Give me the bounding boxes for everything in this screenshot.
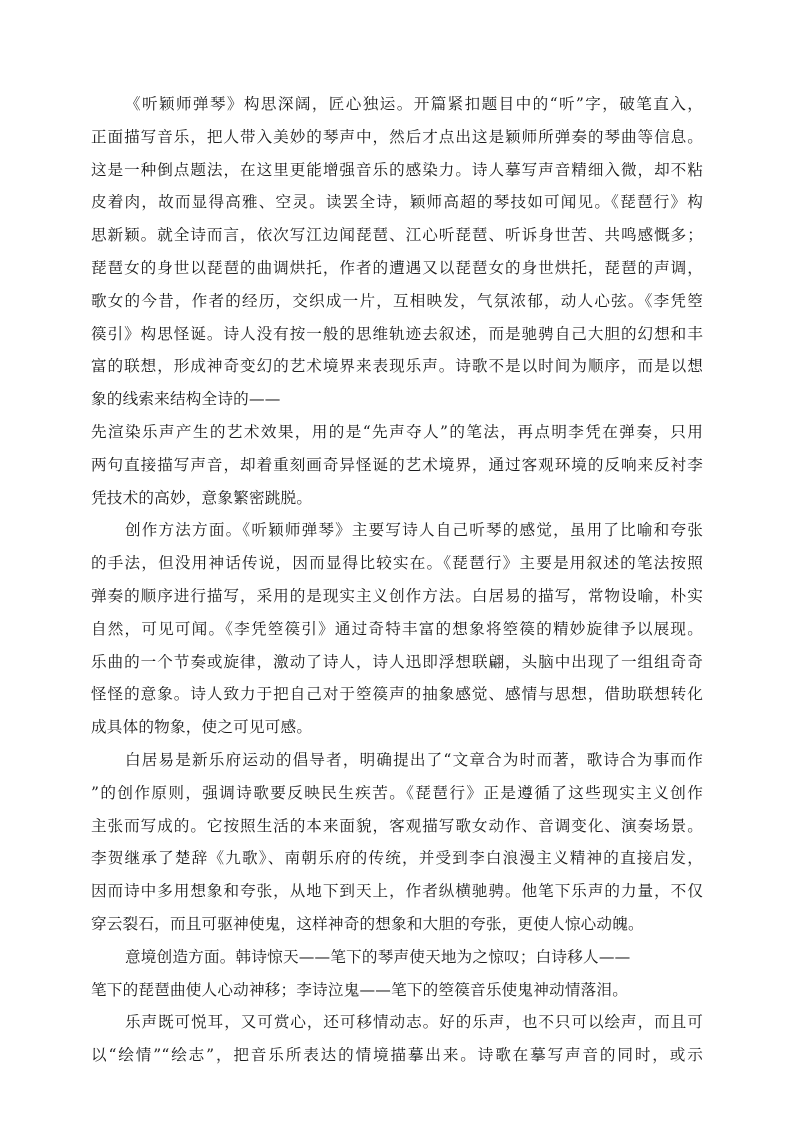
text-line: 意境创造方面。韩诗惊天——笔下的琴声使天地为之惊叹；白诗移人—— [125,947,631,966]
text-line: 歌女的今昔，作者的经历，交织成一片，互相映发，气氛浓郁，动人心弦。《李凭箜 [91,291,703,310]
text-line: 白居易是新乐府运动的倡导者，明确提出了“文章合为时而著，歌诗合为事而作 [125,750,703,769]
paragraph-3 [91,744,703,941]
text-line: 富的联想，形成神奇变幻的艺术境界来表现乐声。诗歌不是以时间为顺序，而是以想 [91,357,703,376]
text-line: 弹奏的顺序进行描写，采用的是现实主义创作方法。白居易的描写，常物设喻，朴实 [91,586,703,605]
text-line: 皮着肉，故而显得高雅、空灵。读罢全诗，颖师高超的琴技如可闻见。《琵琶行》构 [91,193,703,212]
text-line: 象的线索来结构全诗的—— [91,390,281,409]
text-line: 自然，可见可闻。《李凭箜篌引》通过奇特丰富的想象将箜篌的精妙旋律予以展现。 [91,619,703,638]
text-line: 两句直接描写声音，却着重刻画奇异怪诞的艺术境界，通过客观环境的反响来反衬李 [91,455,703,474]
paragraph-5 [91,1006,703,1072]
text-line: 这是一种倒点题法，在这里更能增强音乐的感染力。诗人摹写声音精细入微，却不粘 [91,160,703,179]
paragraph-4 [91,941,703,1007]
text-line: 李贺继承了楚辞《九歌》、南朝乐府的传统，并受到李白浪漫主义精神的直接启发， [91,849,703,868]
text-line: 成具体的物象，使之可见可感。 [91,718,313,737]
text-line: 正面描写音乐，把人带入美妙的琴声中，然后才点出这是颖师所弹奏的琴曲等信息。 [91,127,703,146]
text-line: 乐曲的一个节奏或旋律，激动了诗人，诗人迅即浮想联翩，头脑中出现了一组组奇奇 [91,652,703,671]
text-line: 《听颖师弹琴》构思深阔，匠心独运。开篇紧扣题目中的“听”字，破笔直入， [125,95,703,113]
text-line: 以“绘情”“绘志”，把音乐所表达的情境描摹出来。诗歌在摹写声音的同时，或示 [91,1046,703,1065]
text-line: 主张而写成的。它按照生活的本来面貌，客观描写歌女动作、音调变化、演奏场景。 [91,816,703,835]
text-line: 笔下的琵琶曲使人心动神移；李诗泣鬼——笔下的箜篌音乐使鬼神动情落泪。 [91,980,628,999]
text-line: 乐声既可悦耳，又可赏心，还可移情动志。好的乐声，也不只可以绘声，而且可 [125,1013,703,1032]
text-line: 创作方法方面。《听颖师弹琴》主要写诗人自己听琴的感觉，虽用了比喻和夸张 [125,521,703,540]
paragraph-2 [91,514,703,744]
text-line: 穿云裂石，而且可驱神使鬼，这样神奇的想象和大胆的夸张，更使人惊心动魄。 [91,914,644,933]
text-line: 的手法，但没用神话传说，因而显得比较实在。《琵琶行》主要是用叙述的笔法按照 [91,554,703,573]
text-line: 篌引》构思怪诞。诗人没有按一般的思维轨迹去叙述，而是驰骋自己大胆的幻想和丰 [91,324,703,343]
text-line: 凭技术的高妙，意象繁密跳脱。 [91,488,313,507]
text-line: 琵琶女的身世以琵琶的曲调烘托，作者的遭遇又以琵琶女的身世烘托，琵琶的声调， [91,258,703,277]
text-line: 思新颖。就全诗而言，依次写江边闻琵琶、江心听琵琶、听诉身世苦、共鸣感慨多； [91,226,703,245]
text-line: 因而诗中多用想象和夸张，从地下到天上，作者纵横驰骋。他笔下乐声的力量，不仅 [91,882,703,901]
text-line: ”的创作原则，强调诗歌要反映民生疾苦。《琵琶行》正是遵循了这些现实主义创作 [91,783,703,802]
text-line: 怪怪的意象。诗人致力于把自己对于箜篌声的抽象感觉、感情与思想，借助联想转化 [91,685,703,704]
paragraph-1 [91,88,703,514]
text-line: 先渲染乐声产生的艺术效果，用的是“先声夺人”的笔法，再点明李凭在弹奏，只用 [91,422,703,441]
document-page [91,88,703,1072]
